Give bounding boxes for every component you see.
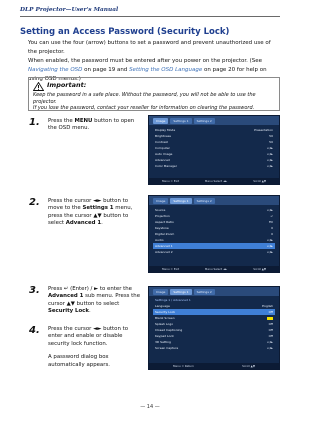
osd-row-label: Keystone [155,226,169,230]
header-divider [20,16,280,17]
step-2-post: . [101,220,103,227]
osd-row [153,249,275,255]
osd-row-value: ↵/► [267,146,273,150]
osd-row-value: 0 [271,232,273,236]
step-3-pre: Press ↵ (Enter) / ► to enter the [48,286,132,292]
osd-row-value: ↵/► [267,346,273,350]
osd-footer-hint: Scroll ▲▼ [242,364,255,368]
osd-row-label: Projection [155,214,170,218]
osd-screenshot-settings-1 [148,195,280,273]
osd-screenshot-image-menu [148,115,280,185]
osd-row-value: ↵/► [267,244,273,248]
osd-footer-hint: Menu = Return [173,364,195,368]
osd-row-value: 50 [269,134,273,138]
page-header [20,7,280,18]
step-1-pre: Press the [48,118,75,124]
osd-submenu-title: Settings 1 / Advanced 1 [155,298,191,302]
tab-image: Image [153,118,168,124]
osd-row [153,345,275,351]
step-4-number: 4. [29,325,40,336]
step-1-menu-key: MENU [74,118,93,124]
step-3-advanced: Advanced 1 [48,293,84,300]
tab-settings-1: Settings 1 [170,118,191,124]
osd-row-label: Closed Captioning [155,328,183,332]
note-body [33,92,275,112]
osd-row-label: Aspect Ratio [155,220,174,224]
tab-image: Image [153,198,168,204]
step-3-post: . [88,308,91,315]
link-navigating-osd[interactable]: Navigating the OSD [28,67,83,73]
step-1-post: button to open the OSD menu. [48,118,135,132]
osd-screenshot-advanced-1 [148,286,280,370]
osd-footer [149,363,279,369]
step-2-number: 2. [29,197,40,208]
tab-settings-1: Settings 1 [170,198,191,204]
tab-settings-2: Settings 2 [194,289,215,295]
osd-row-label: Screen Capture [155,346,179,350]
osd-row-value: 0 [271,226,273,230]
osd-menu-list [149,205,279,255]
osd-footer-hint: Menu = Exit [161,179,180,183]
osd-row-value: ↵/► [267,152,273,156]
osd-footer [149,266,279,272]
osd-row-value: Off [268,334,273,338]
osd-row-value: ↵ [270,214,273,218]
step-3-mid: sub menu. Press the cursor ▲▼ button to select [48,293,141,307]
osd-row-label: Brightness [155,134,171,138]
step-1-number: 1. [29,117,40,128]
osd-footer-hint: Menu = Exit [161,267,180,271]
osd-row-label: Contrast [155,140,168,144]
osd-row-value: ↵/► [267,208,273,212]
tab-settings-2: Settings 2 [194,198,215,204]
osd-row-value: Off [268,310,273,314]
step-3-text [48,286,140,316]
step-4-extra: A password dialog box automatically appears. [48,354,110,368]
manual-title: DLP Projector—User's Manual [20,7,119,13]
step-2-text [48,198,140,228]
osd-row-value: ↵/► [267,250,273,254]
osd-footer [149,178,279,184]
osd-row-label: Splash Logo [155,322,174,326]
tab-settings-1: Settings 1 [170,289,191,295]
osd-row-label: 3D Setting [155,340,171,344]
tab-settings-2: Settings 2 [194,118,215,124]
step-4-text [48,326,140,369]
osd-row-label: Security Lock [155,310,176,314]
step-2-mid: menu, press the cursor ▲▼ button to select [48,205,133,227]
osd-row-value: Off [268,328,273,332]
osd-row [153,163,275,169]
osd-tabs [149,287,279,296]
intro-text-b: on page 19 and [82,67,130,73]
osd-footer-hint: Menu Select ◄► [204,179,228,183]
section-title: Setting an Access Password (Security Lock) [20,27,230,37]
intro-text-c: on page 20 for help on using OSD menus.) [28,67,267,82]
osd-row-value: Fill [268,220,273,224]
note-line-1: Keep the password in a safe place. Without the password, you will not be able to use the projector. [33,92,256,105]
osd-row-label: Color Manager [155,164,177,168]
osd-row-value: English [262,304,273,308]
osd-row-label: Computer [155,146,170,150]
note-line-2: If you lose the password, contact your reseller for information on clearing the password. [33,105,255,112]
intro-text-a: When enabled, the password must be entered after you power on the projector. (See [28,58,263,64]
step-4-instruction: Press the cursor ◄► button to enter and enable or disable security lock function. [48,326,129,347]
osd-row-label: Advanced 2 [155,250,173,254]
step-3-security-lock: Security Lock [48,308,89,315]
osd-row-label: Audio [155,238,164,242]
osd-row-value: Presentation [254,128,273,132]
osd-row-label: Keypad Lock [155,334,174,338]
step-2-pre: Press the cursor ◄► button to move to the [48,198,129,212]
osd-row-value: ↵/► [267,164,273,168]
osd-row-label: Advanced [155,158,170,162]
osd-tabs [149,116,279,125]
osd-footer-hint: Scroll ▲▼ [253,179,267,183]
link-osd-language[interactable]: Setting the OSD Language [129,67,203,73]
page-number: — 14 — [140,404,160,410]
color-swatch [267,317,273,320]
osd-row-label: Display Mode [155,128,176,132]
osd-footer-hint: Menu Select ◄► [204,267,228,271]
osd-row-label: Language [155,304,170,308]
osd-row-label: Source [155,208,166,212]
step-2-advanced: Advanced 1 [65,220,102,227]
note-title: Important: [47,81,87,89]
osd-row-label: Digital Zoom [155,232,175,236]
osd-row-value: Off [268,322,273,326]
important-note [28,77,280,111]
osd-row-value: 50 [269,140,273,144]
osd-row-label: Auto Image [155,152,173,156]
tab-image: Image [153,289,168,295]
step-3-number: 3. [29,285,40,296]
osd-row-value: ↵/► [267,238,273,242]
step-2-settings-menu: Settings 1 [82,205,114,212]
osd-row-value: ↵/► [267,158,273,162]
osd-footer-hint: Scroll ▲▼ [253,267,267,271]
step-1-text [48,118,140,133]
osd-menu-list [149,303,279,351]
osd-row-label: Blank Screen [155,316,175,320]
intro-paragraph-1: You can use the four (arrow) buttons to set a password and prevent unauthorized use of the projector. [28,40,271,55]
osd-menu-list [149,125,279,169]
osd-tabs [149,196,279,205]
osd-row-value: ↵/► [267,340,273,344]
osd-row-label: Advanced 1 [155,244,173,248]
